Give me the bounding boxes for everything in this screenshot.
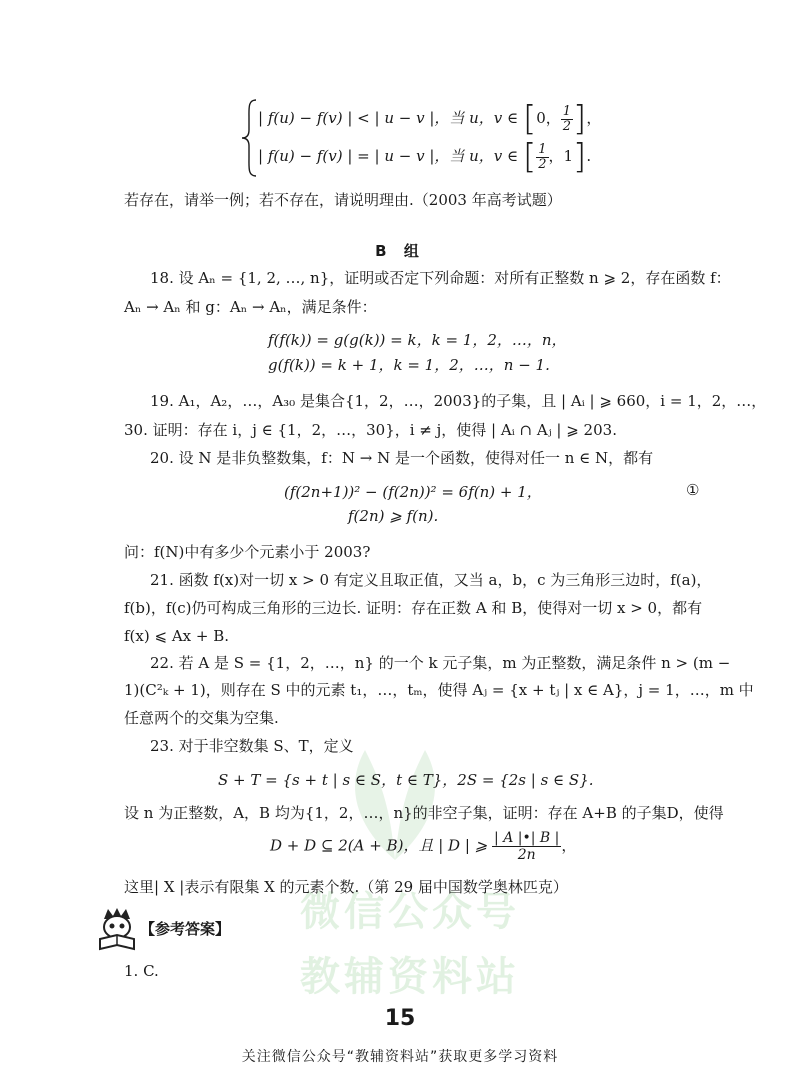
answers-heading: 【参考答案】 <box>140 920 231 938</box>
problem-23-line-3: 这里| X |表示有限集 X 的元素个数.（第 29 届中国数学奥林匹克） <box>124 878 568 896</box>
problem-20-line-1: 20. 设 N 是非负整数集，f：N → N 是一个函数，使得对任一 n ∈ N，都有 <box>150 449 654 467</box>
watermark-line-1: 微信公众号 <box>300 889 520 935</box>
watermark-line-2: 教辅资料站 <box>300 954 520 1000</box>
left-square-bracket: [ <box>522 137 537 177</box>
prev-problem-closing: 若存在，请举一例；若不存在，请说明理由.（2003 年高考试题） <box>124 191 562 209</box>
fraction-numerator: 1 <box>538 141 547 157</box>
fraction-numerator: 1 <box>562 103 572 119</box>
equation-2-left: D + D ⊆ 2(A + B)，且 | D | ⩾ <box>270 836 488 855</box>
fraction-denominator: 2n <box>517 847 536 863</box>
equation-number: ① <box>686 481 700 499</box>
fraction-denominator: 2 <box>538 156 547 172</box>
problem-20-equation-1: (f(2n+1))² − (f(2n))² = 6f(n) + 1， <box>284 483 542 501</box>
problem-18-line-2: Aₙ → Aₙ 和 g：Aₙ → Aₙ，满足条件： <box>124 298 377 316</box>
footer-text: 关注微信公众号“教辅资料站”获取更多学习资料 <box>241 1049 559 1065</box>
problem-19-line-2: 30. 证明：存在 i，j ∈ {1，2，…，30}，i ≠ j，使得 | Aᵢ ∩ Aⱼ | ⩾ 203. <box>124 421 617 439</box>
section-title: B 组 <box>375 242 425 260</box>
fraction-numerator: | A |•| B | <box>494 830 560 846</box>
problem-23-equation-1: S + T = {s + t | s ∈ S，t ∈ T}，2S = {2s | s ∈ S}. <box>218 771 594 789</box>
case-1-interval-left: 0， <box>536 109 561 127</box>
case-1-condition: | f(u) − f(v) | < | u − v |，当 u，v ∈ <box>258 109 519 127</box>
problem-21-line-2: f(b)，f(c)仍可构成三角形的三边长. 证明：存在正数 A 和 B，使得对一切 x > 0，都有 <box>124 599 703 617</box>
page-number: 15 <box>384 1006 416 1031</box>
case-2 <box>258 137 592 177</box>
problem-18-equation-1: f(f(k)) = g(g(k)) = k，k = 1，2，…，n， <box>268 331 567 349</box>
left-square-bracket: [ <box>522 99 537 139</box>
equation-2-tail: ， <box>561 836 577 855</box>
cartoon-reader-icon <box>96 905 138 955</box>
case-1 <box>258 99 602 139</box>
problem-18-equation-2: g(f(k)) = k + 1，k = 1，2，…，n − 1. <box>268 356 550 374</box>
case-1-fraction <box>561 105 573 134</box>
case-2-condition: | f(u) − f(v) | = | u − v |，当 u，v ∈ <box>258 147 519 165</box>
right-square-bracket: ] <box>573 99 587 139</box>
fraction-denominator: 2 <box>562 118 572 134</box>
problem-22-line-3: 任意两个的交集为空集. <box>124 709 279 727</box>
problem-23-equation-2 <box>270 830 576 863</box>
problem-20-question: 问：f(N)中有多少个元素小于 2003? <box>124 543 371 561</box>
problem-21-line-3: f(x) ⩽ Ax + B. <box>124 627 230 645</box>
case-2-fraction <box>536 143 548 172</box>
problem-18-line-1: 18. 设 Aₙ = {1, 2, …, n}，证明或否定下列命题：对所有正整数 n ⩾ 2，存在函数 f： <box>150 269 731 287</box>
problem-19-line-1: 19. A₁，A₂，…，A₃₀ 是集合{1，2，…，2003}的子集，且 | Aᵢ | ⩾ 660，i = 1，2，…， <box>150 392 767 410</box>
problem-21-line-1: 21. 函数 f(x)对一切 x > 0 有定义且取正值，又当 a，b，c 为三角形三边时，f(a)， <box>150 571 712 589</box>
left-brace <box>240 98 260 178</box>
answer-1: 1. C. <box>124 962 159 980</box>
problem-23-line-2: 设 n 为正整数，A，B 均为{1，2，…，n}的非空子集，证明：存在 A+B 的子集D，使得 <box>124 804 724 822</box>
problem-20-equation-2: f(2n) ⩾ f(n). <box>348 507 439 525</box>
case-2-tail: . <box>586 147 592 165</box>
case-2-interval-right: ，1 <box>548 147 574 165</box>
case-1-tail: ， <box>586 109 602 127</box>
problem-22-line-2: 1)(C²ₖ + 1)，则存在 S 中的元素 t₁，…，tₘ，使得 Aⱼ = {x + tⱼ | x ∈ A}，j = 1，…，m 中 <box>124 681 754 699</box>
problem-23-line-1: 23. 对于非空数集 S、T，定义 <box>150 737 354 755</box>
problem-22-line-1: 22. 若 A 是 S = {1，2，…，n} 的一个 k 元子集，m 为正整数，满足条件 n > (m − <box>150 654 731 672</box>
right-square-bracket: ] <box>573 137 587 177</box>
equation-2-fraction <box>492 830 561 863</box>
